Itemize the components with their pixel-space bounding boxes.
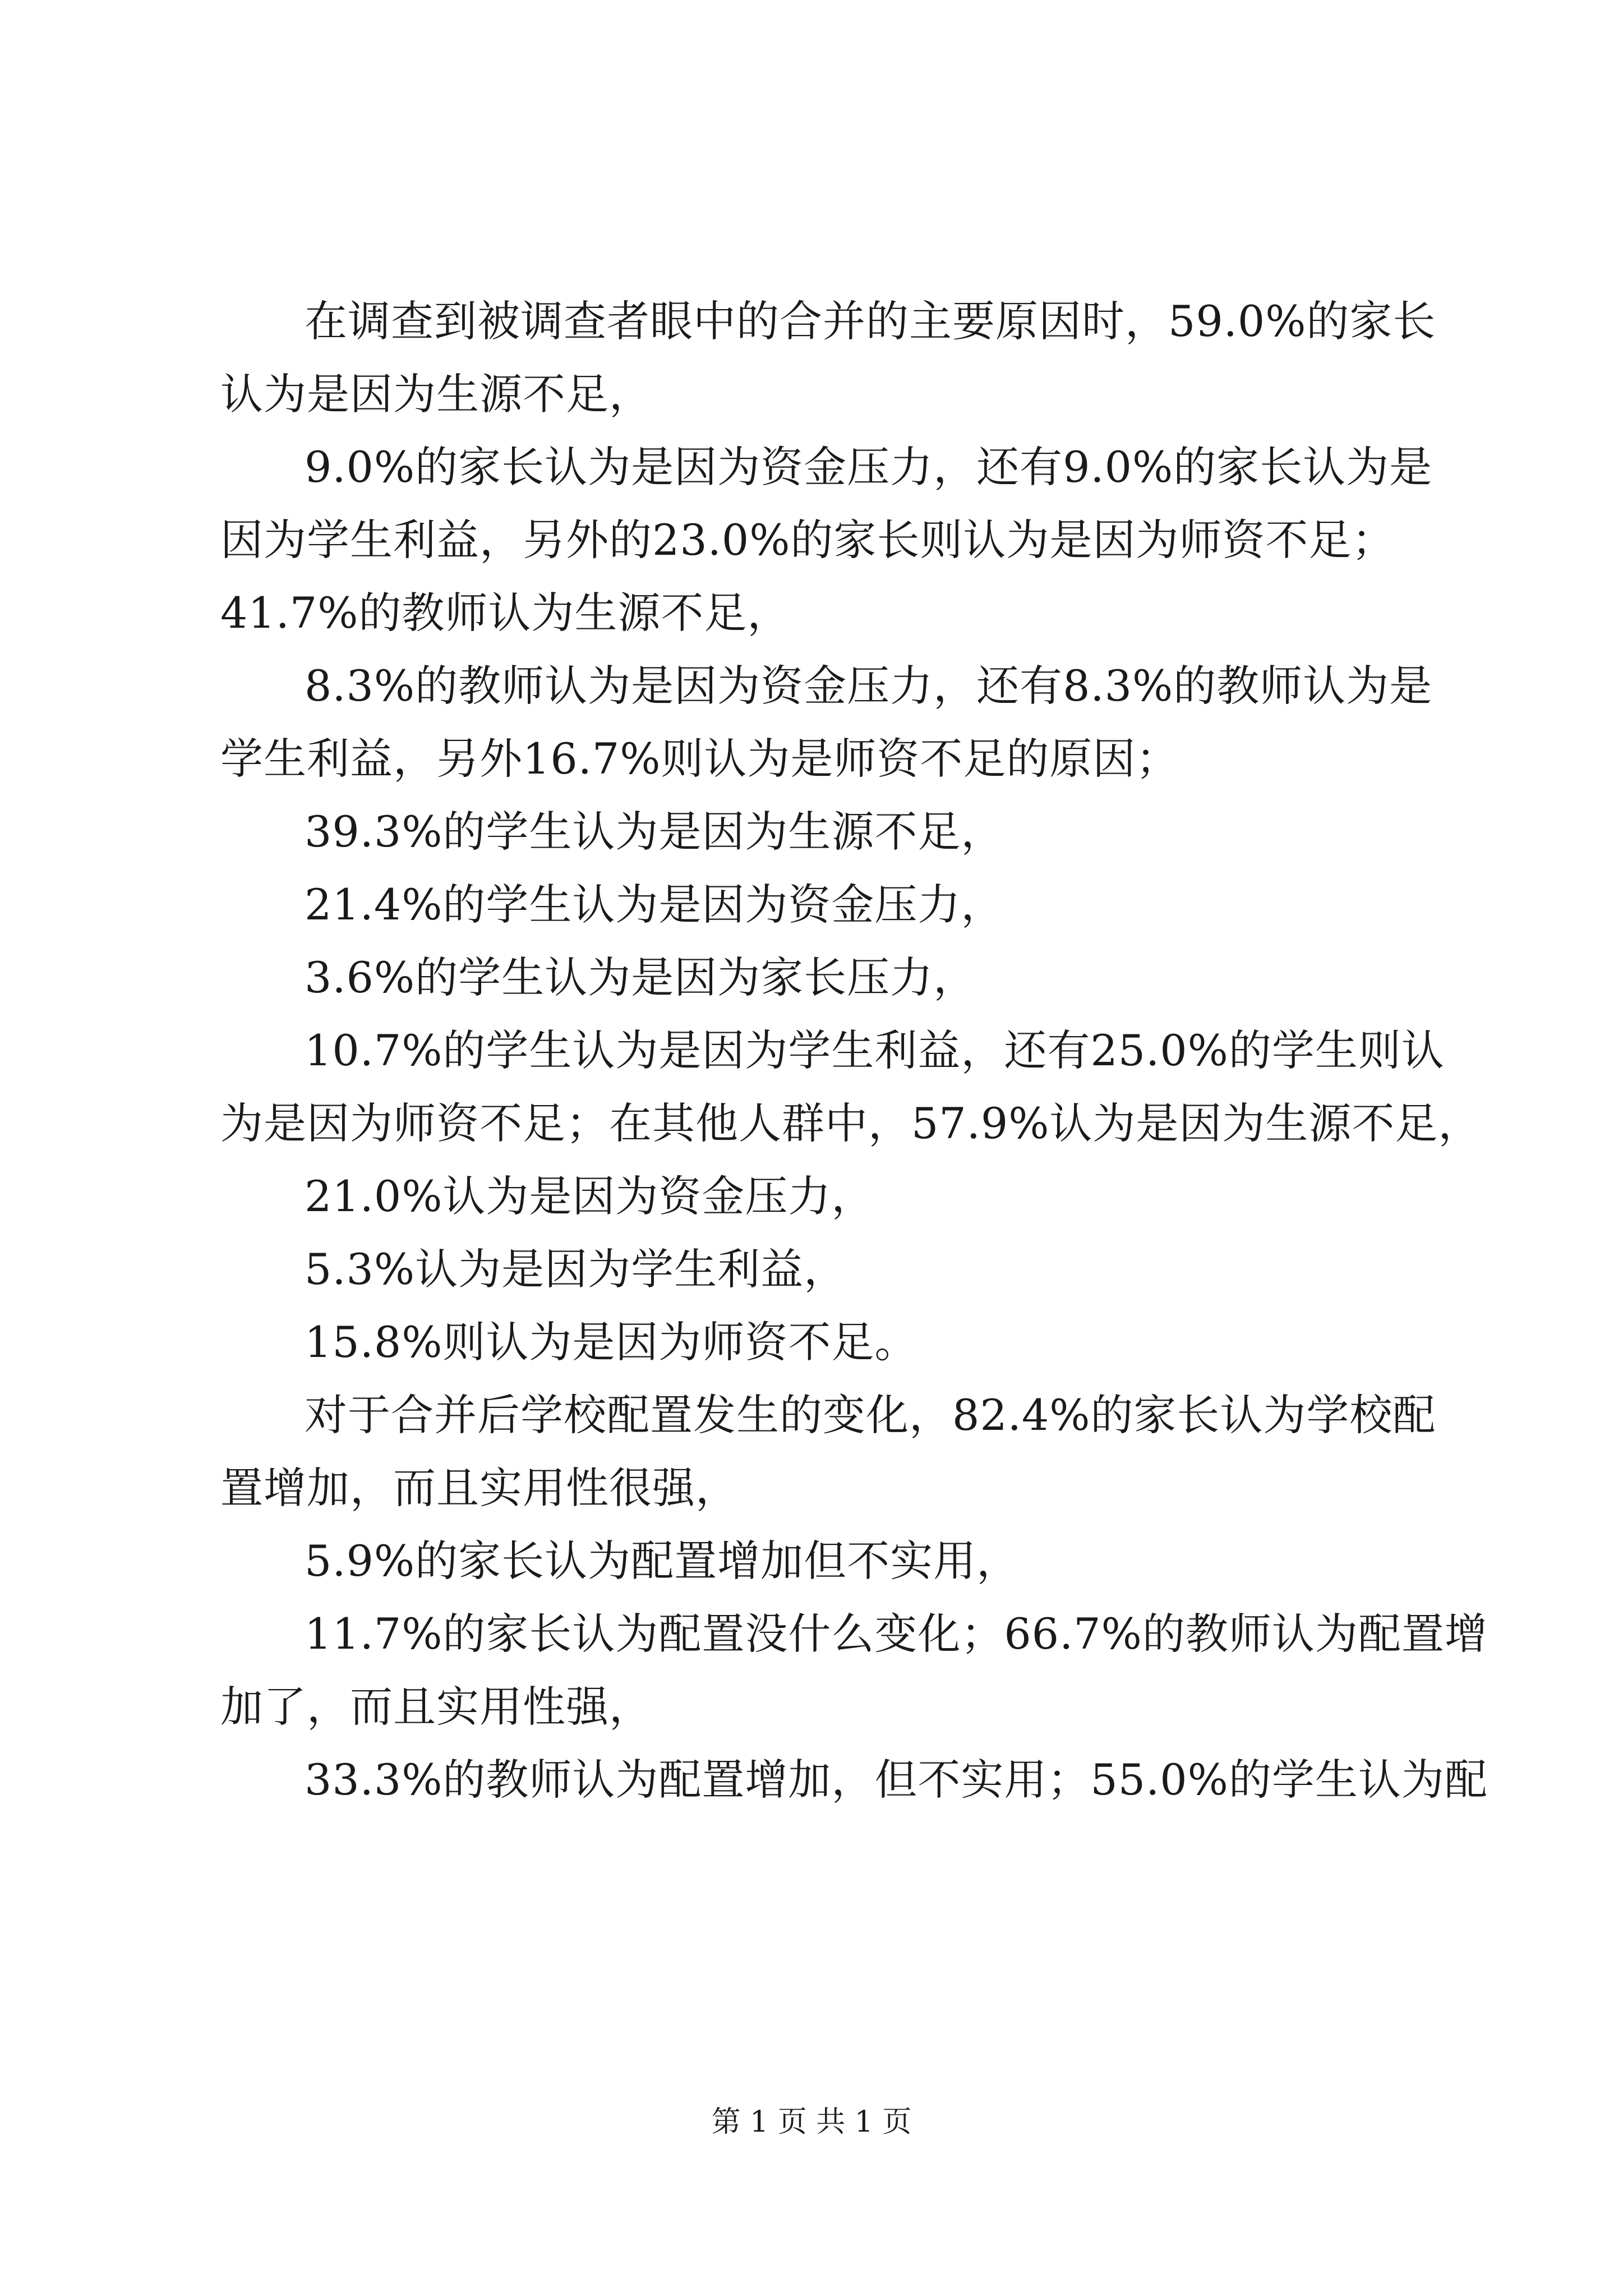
text-line-20: 加了，而且实用性强， [220,1682,652,1732]
text-line-13: 21.0%认为是因为资金压力， [305,1171,875,1221]
text-line-10: 3.6%的学生认为是因为家长压力， [305,953,977,1002]
text-line-3: 9.0%的家长认为是因为资金压力，还有9.0%的家长认为是 [305,442,1433,492]
text-line-14: 5.3%认为是因为学生利益， [305,1244,847,1294]
text-line-9: 21.4%的学生认为是因为资金压力， [305,880,1004,930]
text-line-17: 置增加，而且实用性很强， [220,1463,739,1513]
text-line-6: 8.3%的教师认为是因为资金压力，还有8.3%的教师认为是 [305,661,1433,711]
text-line-7: 学生利益，另外16.7%则认为是师资不足的原因； [220,734,1179,784]
text-line-2: 认为是因为生源不足， [220,369,652,419]
document-body [220,285,1488,1816]
text-line-21: 33.3%的教师认为配置增加，但不实用；55.0%的学生认为配 [305,1755,1488,1805]
text-line-8: 39.3%的学生认为是因为生源不足， [305,807,1004,857]
text-line-11: 10.7%的学生认为是因为学生利益，还有25.0%的学生则认 [305,1025,1445,1075]
text-line-18: 5.9%的家长认为配置增加但不实用， [305,1536,1020,1586]
text-line-1: 在调查到被调查者眼中的合并的主要原因时，59.0%的家长 [305,296,1436,346]
text-line-5: 41.7%的教师认为生源不足， [220,588,791,638]
text-line-15: 15.8%则认为是因为师资不足。 [305,1317,918,1367]
text-line-16: 对于合并后学校配置发生的变化，82.4%的家长认为学校配 [305,1390,1436,1440]
text-line-4: 因为学生利益，另外的23.0%的家长则认为是因为师资不足； [220,515,1395,565]
text-line-19: 11.7%的家长认为配置没什么变化；66.7%的教师认为配置增 [305,1609,1488,1659]
page-footer: 第 1 页 共 1 页 [711,2105,912,2139]
text-line-12: 为是因为师资不足；在其他人群中，57.9%认为是因为生源不足， [220,1098,1482,1148]
